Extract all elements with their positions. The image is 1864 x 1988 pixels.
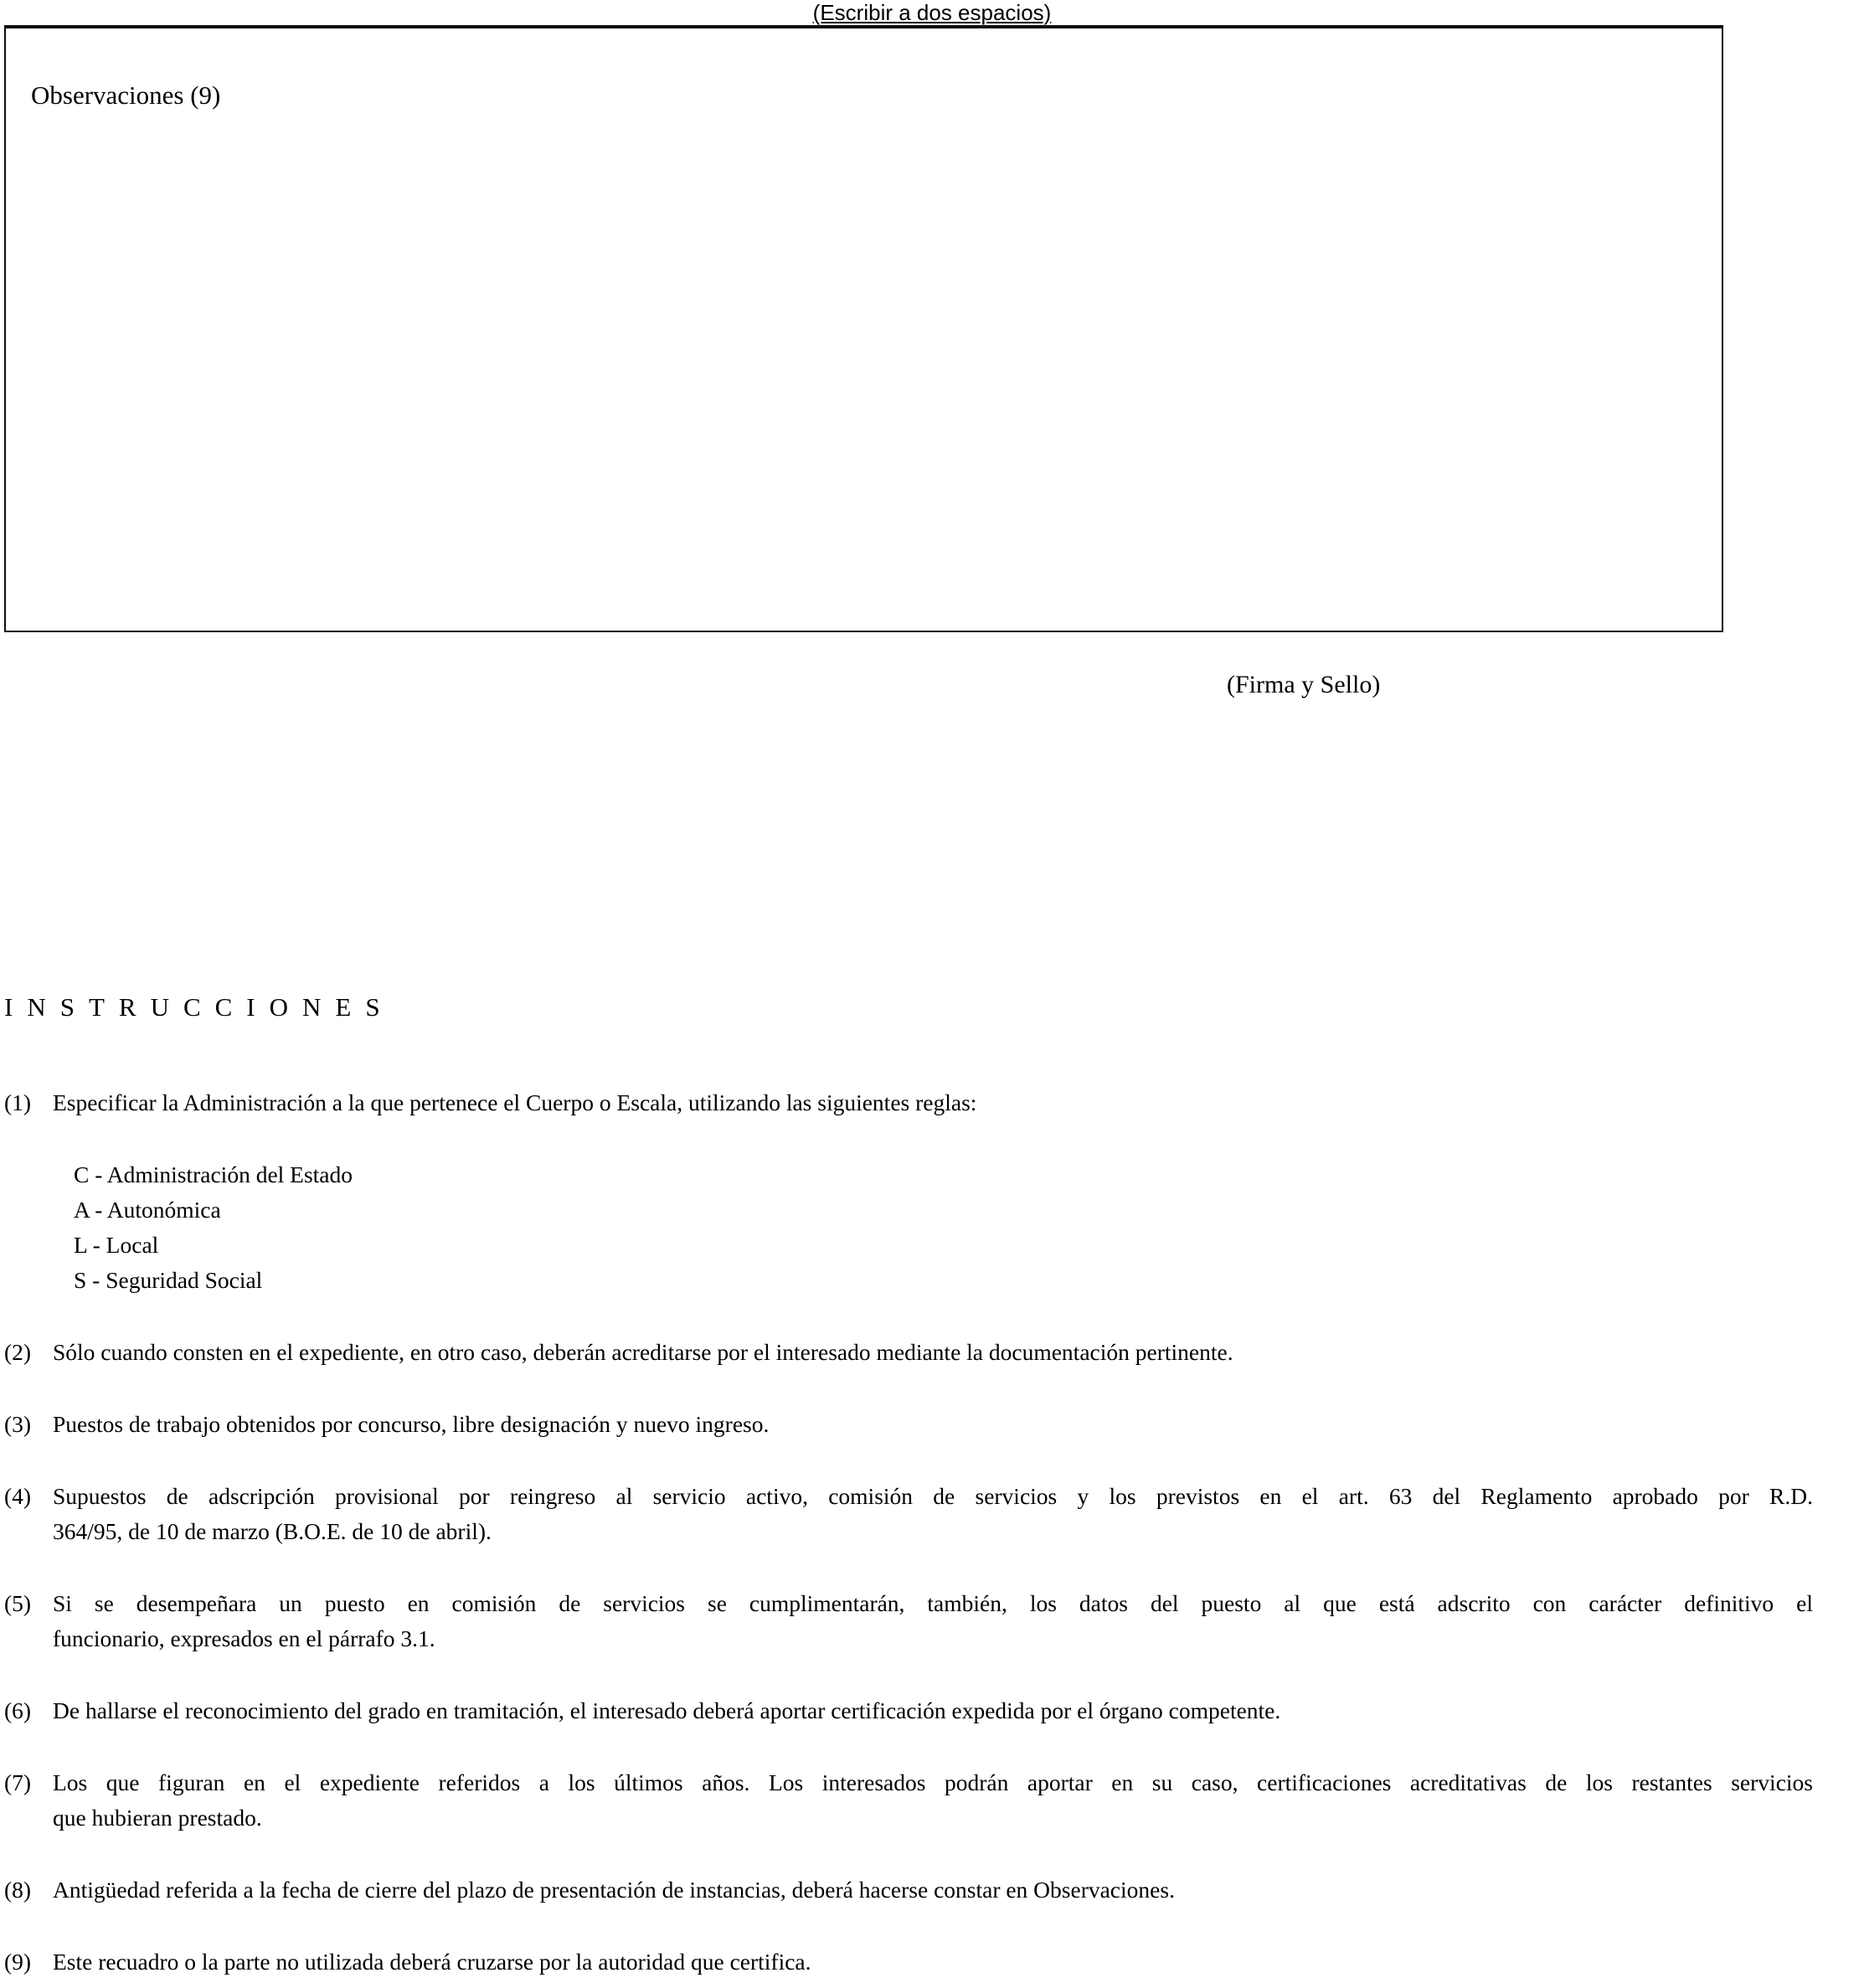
instruction-item-7: [4, 1765, 1813, 1836]
instruction-line: Especificar la Administración a la que pertenece el Cuerpo o Escala, utilizando las siguientes reglas:: [53, 1089, 977, 1115]
instruction-number: (1): [4, 1089, 32, 1115]
instruction-item-2: [4, 1335, 1813, 1370]
instruction-item-4: [4, 1479, 1813, 1549]
instruction-number: (6): [4, 1697, 32, 1723]
instruction-number: (9): [4, 1949, 32, 1975]
instruction-line: Supuestos de adscripción provisional por reingreso al servicio activo, comisión de servicios y los previstos en el art. 63 del Reglamento aprobado por R.D.: [53, 1483, 1813, 1509]
instruction-line: De hallarse el reconocimiento del grado en tramitación, el interesado deberá aportar certificación expedida por el órgano competente.: [53, 1697, 1281, 1723]
instruction-line: que hubieran prestado.: [53, 1805, 262, 1831]
instruction-number: (5): [4, 1590, 32, 1616]
instruction-number: (8): [4, 1877, 32, 1903]
instruction-line: 364/95, de 10 de marzo (B.O.E. de 10 de abril).: [53, 1518, 492, 1544]
instruction-item-8: [4, 1872, 1813, 1908]
instruction-item-3: [4, 1407, 1813, 1442]
instruction-line: Puestos de trabajo obtenidos por concurso, libre designación y nuevo ingreso.: [53, 1411, 770, 1437]
instruction-number: (2): [4, 1339, 32, 1365]
observations-box: [4, 25, 1723, 632]
instruction-item-1: [4, 1085, 1813, 1298]
instruction-line: Los que figuran en el expediente referidos a los últimos años. Los interesados podrán aportar en su caso, certificaciones acreditativas de los restantes servicios: [53, 1769, 1813, 1795]
instruction-number: (7): [4, 1769, 32, 1795]
instruction-line: Si se desempeñara un puesto en comisión de servicios se cumplimentarán, también, los datos del puesto al que está adscrito con carácter definitivo el: [53, 1590, 1813, 1616]
admin-code-item: S - Seguridad Social: [74, 1267, 263, 1293]
instruction-number: (4): [4, 1483, 32, 1509]
instruction-item-6: [4, 1693, 1813, 1728]
admin-code-item: A - Autonómica: [74, 1197, 221, 1223]
top-note: (Escribir a dos espacios): [812, 0, 1052, 25]
instruction-line: Sólo cuando consten en el expediente, en otro caso, deberán acreditarse por el interesado mediante la documentación pertinente.: [53, 1339, 1233, 1365]
admin-code-item: L - Local: [74, 1232, 159, 1258]
instruction-line: Este recuadro o la parte no utilizada deberá cruzarse por la autoridad que certifica.: [53, 1949, 811, 1975]
instructions-list: [4, 1085, 1813, 1988]
instruction-line: Antigüedad referida a la fecha de cierre del plazo de presentación de instancias, deberá hacerse constar en Observaciones.: [53, 1877, 1175, 1903]
observations-label: Observaciones (9): [31, 80, 221, 110]
instruction-item-5: [4, 1586, 1813, 1656]
admin-code-list: [74, 1157, 1813, 1298]
instruction-number: (3): [4, 1411, 32, 1437]
instructions-title: INSTRUCCIONES: [4, 992, 394, 1022]
instruction-item-9: [4, 1944, 1813, 1980]
signature-label: (Firma y Sello): [1227, 671, 1381, 698]
admin-code-item: C - Administración del Estado: [74, 1161, 353, 1187]
instruction-line: funcionario, expresados en el párrafo 3.1.: [53, 1625, 435, 1651]
